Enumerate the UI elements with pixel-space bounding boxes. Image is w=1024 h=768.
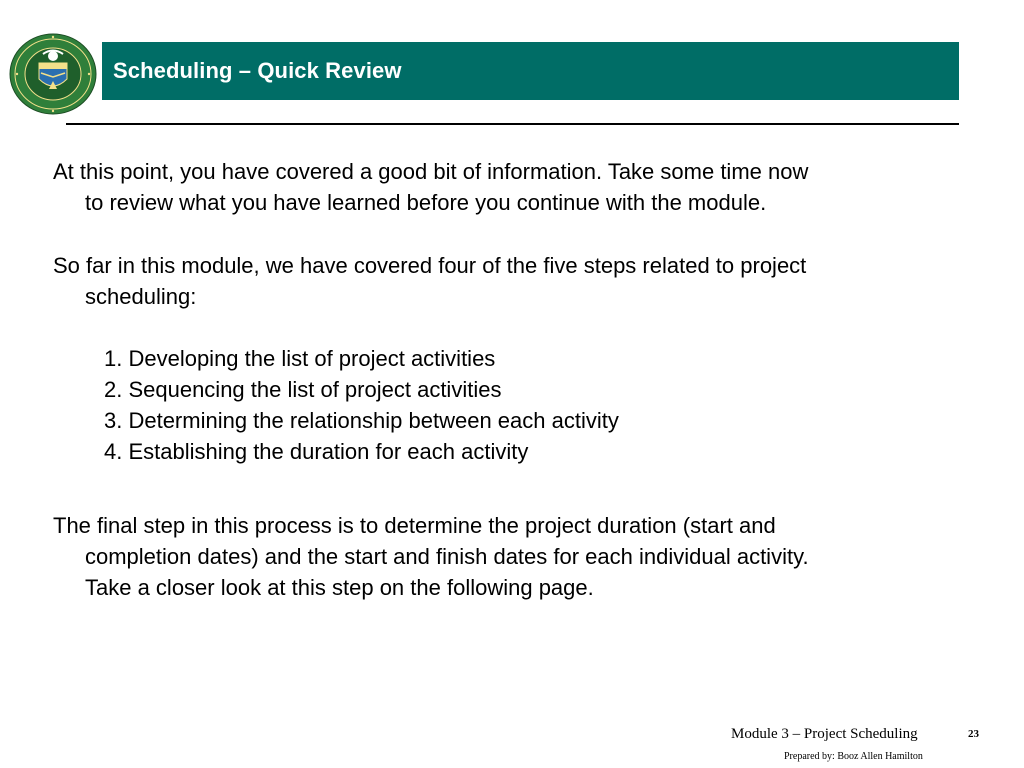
final-step-line-1: The final step in this process is to determine the project duration (start and <box>53 513 776 538</box>
header-divider <box>66 123 959 125</box>
final-step-line-3: Take a closer look at this step on the following page. <box>85 575 594 600</box>
page-title: Scheduling – Quick Review <box>113 58 402 83</box>
footer-prepared-by: Prepared by: Booz Allen Hamilton <box>784 751 923 762</box>
step-item: 4. Establishing the duration for each activity <box>104 439 529 464</box>
title-bar <box>102 42 959 100</box>
step-item: 1. Developing the list of project activities <box>104 346 496 371</box>
doe-seal-icon <box>9 33 97 115</box>
steps-list <box>104 343 619 467</box>
intro-line-1: At this point, you have covered a good bit of information. Take some time now <box>53 159 809 184</box>
step-item: 2. Sequencing the list of project activities <box>104 377 502 402</box>
progress-line-1: So far in this module, we have covered four of the five steps related to project <box>53 253 807 278</box>
footer-module-title: Module 3 – Project Scheduling <box>731 726 918 742</box>
final-step-paragraph <box>53 510 953 603</box>
intro-paragraph <box>53 156 953 218</box>
progress-line-2: scheduling: <box>85 284 197 309</box>
step-item: 3. Determining the relationship between each activity <box>104 408 619 433</box>
progress-paragraph <box>53 250 953 312</box>
final-step-line-2: completion dates) and the start and finish dates for each individual activity. <box>85 544 809 569</box>
intro-line-2: to review what you have learned before you continue with the module. <box>85 190 767 215</box>
page-number: 23 <box>968 728 979 740</box>
